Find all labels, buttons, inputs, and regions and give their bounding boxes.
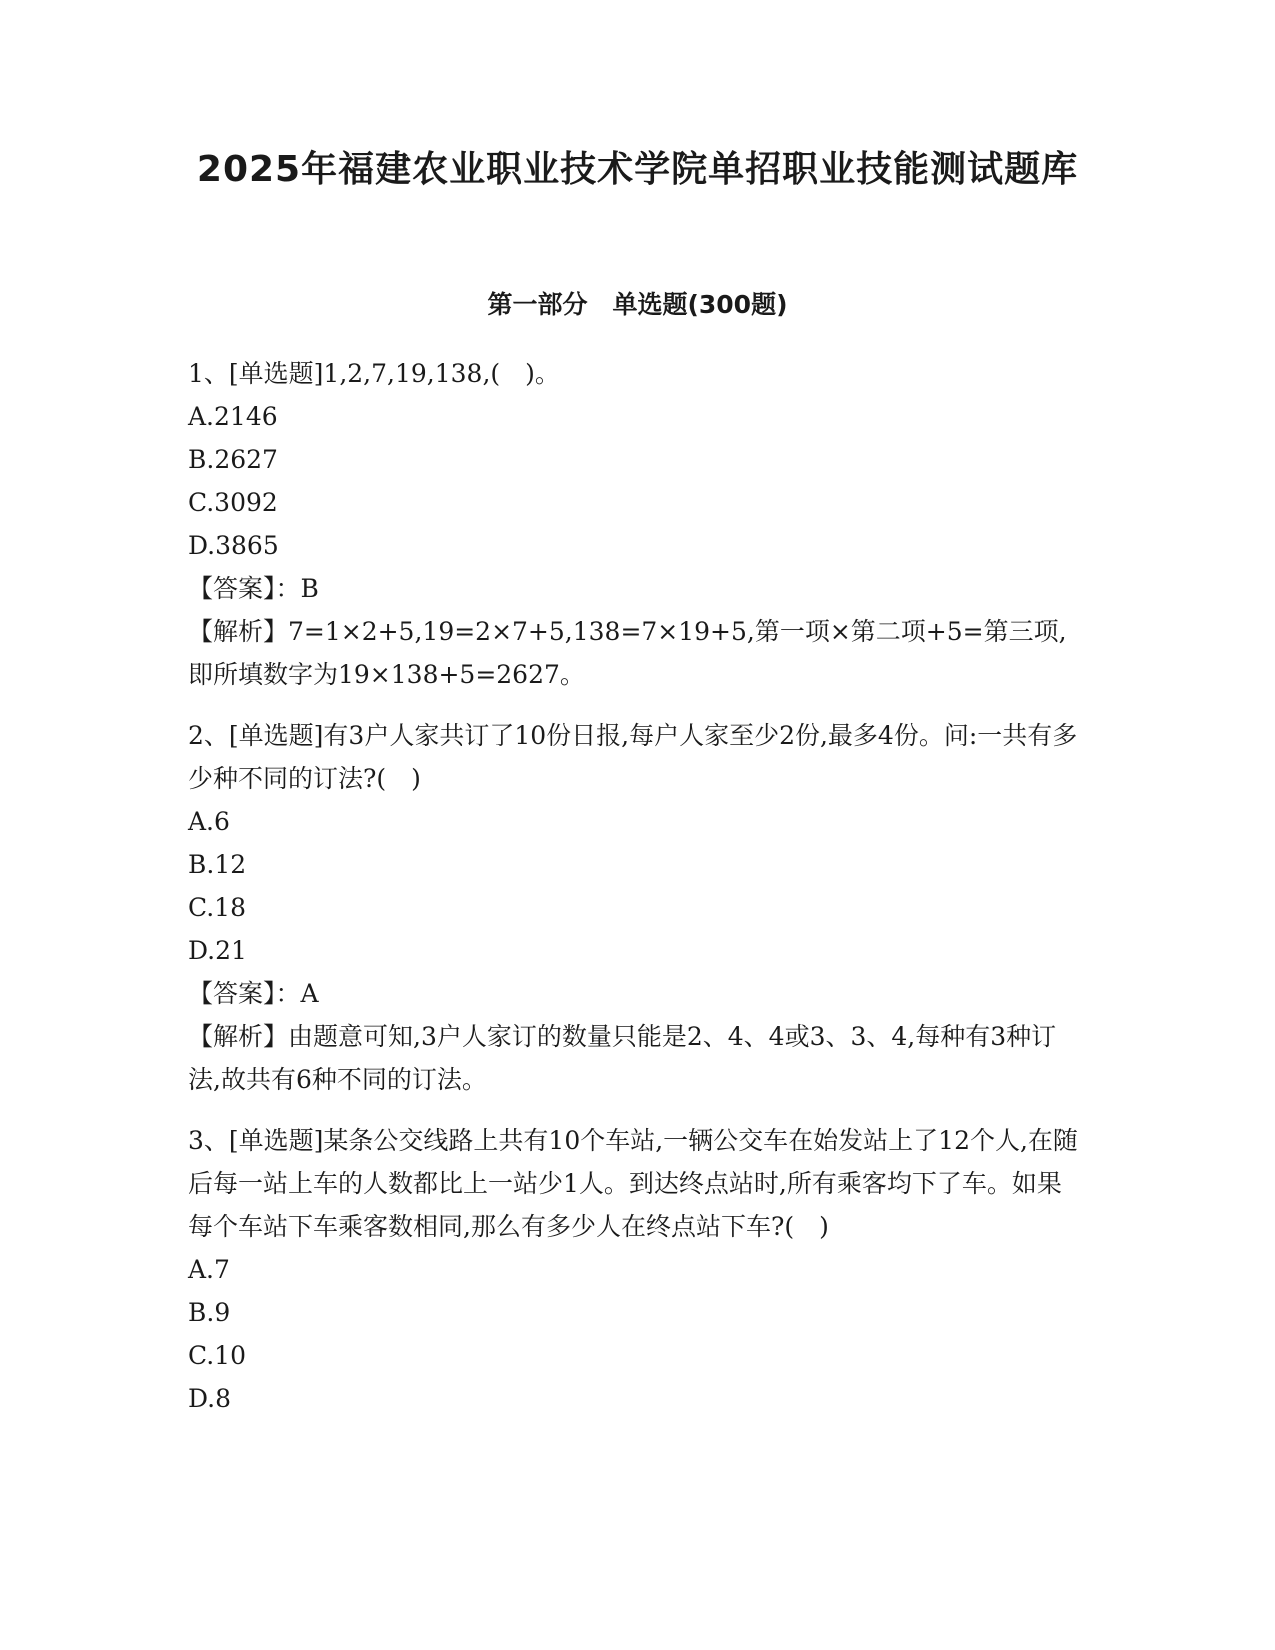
question-1 bbox=[188, 352, 1078, 696]
option-a: A.2146 bbox=[188, 402, 278, 431]
section-title: 第一部分 单选题(300题) bbox=[487, 290, 788, 319]
question-3 bbox=[188, 1119, 1078, 1420]
answer: 【答案】：A bbox=[188, 979, 319, 1008]
option-a: A.6 bbox=[188, 807, 230, 836]
option-c: C.18 bbox=[188, 893, 246, 922]
question-stem: 2、[单选题]有3户人家共订了10份日报,每户人家至少2份,最多4份。问:一共有多少种不同的订法?( ) bbox=[188, 721, 1078, 793]
option-b: B.12 bbox=[188, 850, 247, 879]
option-b: B.2627 bbox=[188, 445, 278, 474]
option-c: C.10 bbox=[188, 1341, 246, 1370]
option-c: C.3092 bbox=[188, 488, 278, 517]
option-d: D.3865 bbox=[188, 531, 279, 560]
option-a: A.7 bbox=[188, 1255, 230, 1284]
question-stem: 3、[单选题]某条公交线路上共有10个车站,一辆公交车在始发站上了12个人,在随后每一站上车的人数都比上一站少1人。到达终点站时,所有乘客均下了车。如果每个车站下车乘客数相同,那么有多少人在终点站下车?( ) bbox=[188, 1126, 1078, 1241]
document-title: 2025年福建农业职业技术学院单招职业技能测试题库 bbox=[196, 149, 1079, 190]
question-2 bbox=[188, 714, 1078, 1101]
option-b: B.9 bbox=[188, 1298, 231, 1327]
answer: 【答案】：B bbox=[188, 574, 319, 603]
explanation: 【解析】7=1×2+5,19=2×7+5,138=7×19+5,第一项×第二项+5=第三项,即所填数字为19×138+5=2627。 bbox=[188, 617, 1067, 689]
explanation: 【解析】由题意可知,3户人家订的数量只能是2、4、4或3、3、4,每种有3种订法,故共有6种不同的订法。 bbox=[188, 1022, 1057, 1094]
question-stem: 1、[单选题]1,2,7,19,138,( )。 bbox=[188, 359, 560, 388]
question-list bbox=[188, 352, 1078, 1438]
option-d: D.8 bbox=[188, 1384, 232, 1413]
option-d: D.21 bbox=[188, 936, 247, 965]
